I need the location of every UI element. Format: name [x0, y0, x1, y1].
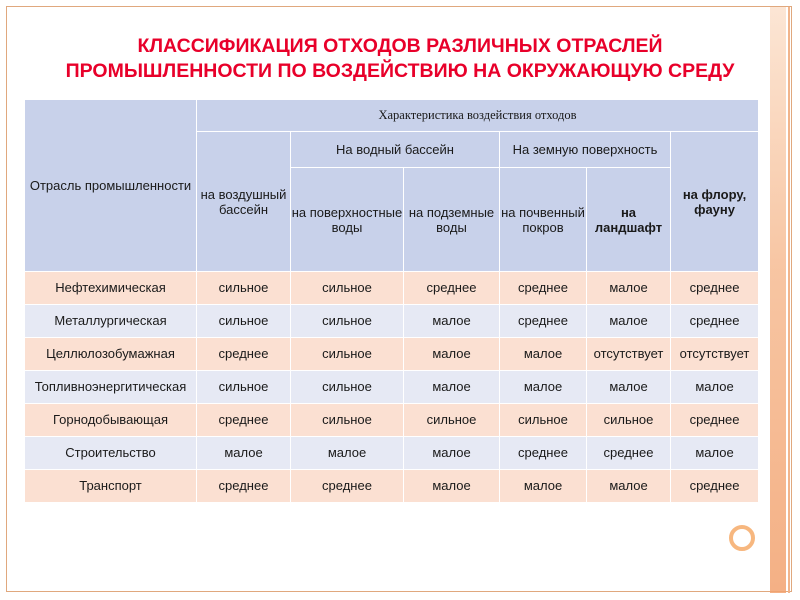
header-surface-water: на поверхностные воды: [291, 168, 404, 272]
slide-title: КЛАССИФИКАЦИЯ ОТХОДОВ РАЗЛИЧНЫХ ОТРАСЛЕЙ ПРОМЫШЛЕННОСТИ ПО ВОЗДЕЙСТВИЮ НА ОКРУЖАЮЩУЮ СРЕДУ: [65, 35, 735, 82]
header-flora: на флору, фауну: [671, 132, 759, 272]
value-cell: среднее: [500, 305, 587, 338]
value-cell: среднее: [197, 338, 291, 371]
value-cell: среднее: [404, 272, 500, 305]
value-cell: малое: [404, 305, 500, 338]
value-cell: сильное: [197, 272, 291, 305]
value-cell: сильное: [291, 305, 404, 338]
header-air: на воздушный бассейн: [197, 132, 291, 272]
value-cell: сильное: [500, 404, 587, 437]
sidebar-gradient-bar: [770, 7, 786, 593]
value-cell: малое: [587, 305, 671, 338]
value-cell: среднее: [500, 437, 587, 470]
value-cell: малое: [291, 437, 404, 470]
industry-cell: Металлургическая: [25, 305, 197, 338]
industry-cell: Нефтехимическая: [25, 272, 197, 305]
value-cell: среднее: [671, 272, 759, 305]
value-cell: малое: [500, 371, 587, 404]
value-cell: малое: [404, 338, 500, 371]
value-cell: малое: [404, 470, 500, 503]
value-cell: малое: [404, 437, 500, 470]
header-water: На водный бассейн: [291, 132, 500, 168]
value-cell: отсутствует: [587, 338, 671, 371]
industry-cell: Транспорт: [25, 470, 197, 503]
value-cell: среднее: [291, 470, 404, 503]
header-land: На земную поверхность: [500, 132, 671, 168]
value-cell: среднее: [671, 404, 759, 437]
value-cell: сильное: [197, 305, 291, 338]
value-cell: малое: [587, 470, 671, 503]
header-ground-water: на подземные воды: [404, 168, 500, 272]
value-cell: сильное: [404, 404, 500, 437]
value-cell: малое: [671, 371, 759, 404]
value-cell: малое: [587, 272, 671, 305]
header-landscape: на ландшафт: [587, 168, 671, 272]
header-impact: Характеристика воздействия отходов: [197, 100, 759, 132]
value-cell: сильное: [291, 272, 404, 305]
decorative-circle: [729, 525, 755, 551]
value-cell: сильное: [291, 338, 404, 371]
header-industry: Отрасль промышленности: [25, 100, 197, 272]
value-cell: среднее: [671, 470, 759, 503]
value-cell: малое: [500, 338, 587, 371]
industry-cell: Топливноэнергитическая: [25, 371, 197, 404]
value-cell: отсутствует: [671, 338, 759, 371]
value-cell: среднее: [197, 470, 291, 503]
value-cell: малое: [587, 371, 671, 404]
value-cell: сильное: [291, 371, 404, 404]
table-row: [25, 437, 759, 470]
value-cell: сильное: [291, 404, 404, 437]
table-row: [25, 272, 759, 305]
value-cell: сильное: [197, 371, 291, 404]
value-cell: малое: [404, 371, 500, 404]
table-row: [25, 470, 759, 503]
value-cell: среднее: [587, 437, 671, 470]
header-soil: на почвенный покров: [500, 168, 587, 272]
value-cell: сильное: [587, 404, 671, 437]
value-cell: среднее: [197, 404, 291, 437]
waste-classification-table: [24, 99, 759, 503]
industry-cell: Горнодобывающая: [25, 404, 197, 437]
table-row: [25, 305, 759, 338]
industry-cell: Целлюлозобумажная: [25, 338, 197, 371]
table-row: [25, 338, 759, 371]
value-cell: среднее: [671, 305, 759, 338]
sidebar-line: [788, 7, 790, 593]
value-cell: малое: [500, 470, 587, 503]
value-cell: малое: [197, 437, 291, 470]
table-row: [25, 371, 759, 404]
table-row: [25, 404, 759, 437]
value-cell: среднее: [500, 272, 587, 305]
industry-cell: Строительство: [25, 437, 197, 470]
decorative-sidebar: [770, 7, 792, 593]
value-cell: малое: [671, 437, 759, 470]
